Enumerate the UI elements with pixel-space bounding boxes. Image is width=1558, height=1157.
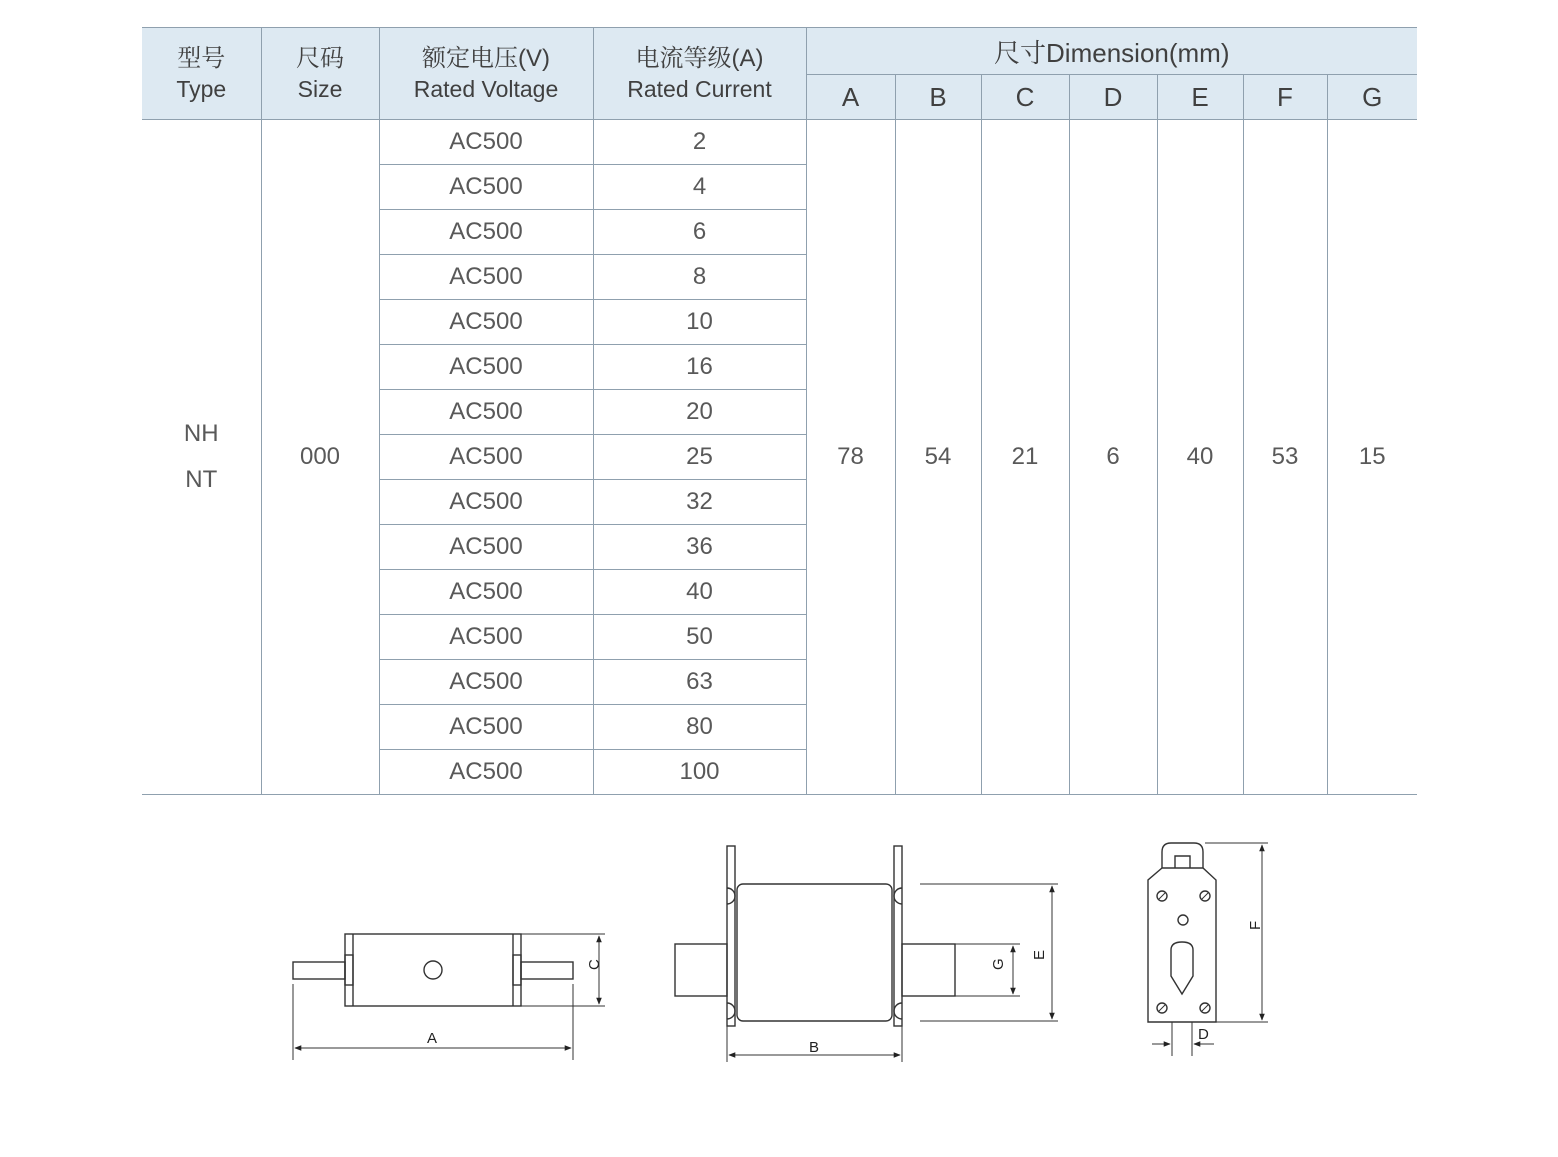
current-cell: 80 — [593, 705, 806, 750]
type-line-2: NT — [185, 466, 218, 493]
voltage-cell: AC500 — [379, 390, 593, 435]
dim-value-b: 54 — [895, 120, 981, 795]
header-dim-a: A — [806, 75, 895, 120]
header-type-en: Type — [176, 75, 227, 102]
current-cell: 4 — [593, 165, 806, 210]
current-cell: 36 — [593, 525, 806, 570]
header-type-zh: 型号 — [177, 44, 226, 72]
header-dim-e: E — [1157, 75, 1243, 120]
header-dim-f: F — [1243, 75, 1327, 120]
voltage-cell: AC500 — [379, 120, 593, 165]
dim-label-e: E — [1031, 949, 1048, 960]
current-cell: 25 — [593, 435, 806, 480]
dim-value-g: 15 — [1327, 120, 1417, 795]
dim-label-g: G — [990, 958, 1007, 970]
header-voltage-en: Rated Voltage — [413, 75, 559, 102]
current-cell: 32 — [593, 480, 806, 525]
size-cell: 000 — [261, 120, 379, 795]
dim-label-a: A — [427, 1030, 438, 1047]
voltage-cell: AC500 — [379, 525, 593, 570]
dim-value-a: 78 — [806, 120, 895, 795]
header-voltage-zh: 额定电压(V) — [422, 44, 550, 72]
current-cell: 100 — [593, 750, 806, 795]
header-dim-d: D — [1069, 75, 1157, 120]
voltage-cell: AC500 — [379, 435, 593, 480]
current-cell: 8 — [593, 255, 806, 300]
dim-label-c: C — [586, 959, 603, 970]
header-dimension-title: 尺寸Dimension(mm) — [806, 28, 1417, 75]
header-current-zh: 电流等级(A) — [635, 44, 764, 72]
current-cell: 10 — [593, 300, 806, 345]
dim-value-c: 21 — [981, 120, 1069, 795]
voltage-cell: AC500 — [379, 480, 593, 525]
current-cell: 2 — [593, 120, 806, 165]
voltage-cell: AC500 — [379, 300, 593, 345]
voltage-cell: AC500 — [379, 345, 593, 390]
current-cell: 40 — [593, 570, 806, 615]
current-cell: 6 — [593, 210, 806, 255]
header-dim-b: B — [895, 75, 981, 120]
voltage-cell: AC500 — [379, 165, 593, 210]
fuse-side-view-drawing — [675, 846, 1058, 1062]
dim-label-d: D — [1198, 1026, 1209, 1043]
dim-value-e: 40 — [1157, 120, 1243, 795]
current-cell: 63 — [593, 660, 806, 705]
current-cell: 20 — [593, 390, 806, 435]
voltage-cell: AC500 — [379, 615, 593, 660]
header-dim-g: G — [1327, 75, 1417, 120]
header-size-en: Size — [297, 75, 343, 102]
voltage-cell: AC500 — [379, 570, 593, 615]
voltage-cell: AC500 — [379, 750, 593, 795]
voltage-cell: AC500 — [379, 255, 593, 300]
current-cell: 50 — [593, 615, 806, 660]
dim-label-f: F — [1247, 920, 1264, 930]
header-dim-c: C — [981, 75, 1069, 120]
dim-value-d: 6 — [1069, 120, 1157, 795]
dim-label-b: B — [809, 1039, 820, 1056]
dim-value-f: 53 — [1243, 120, 1327, 795]
current-cell: 16 — [593, 345, 806, 390]
header-current-en: Rated Current — [627, 75, 772, 102]
fuse-front-view-drawing — [1148, 843, 1268, 1056]
voltage-cell: AC500 — [379, 210, 593, 255]
voltage-cell: AC500 — [379, 705, 593, 750]
type-line-1: NH — [183, 420, 219, 447]
fuse-top-view-drawing — [293, 934, 605, 1060]
header-size-zh: 尺码 — [296, 44, 344, 72]
voltage-cell: AC500 — [379, 660, 593, 705]
